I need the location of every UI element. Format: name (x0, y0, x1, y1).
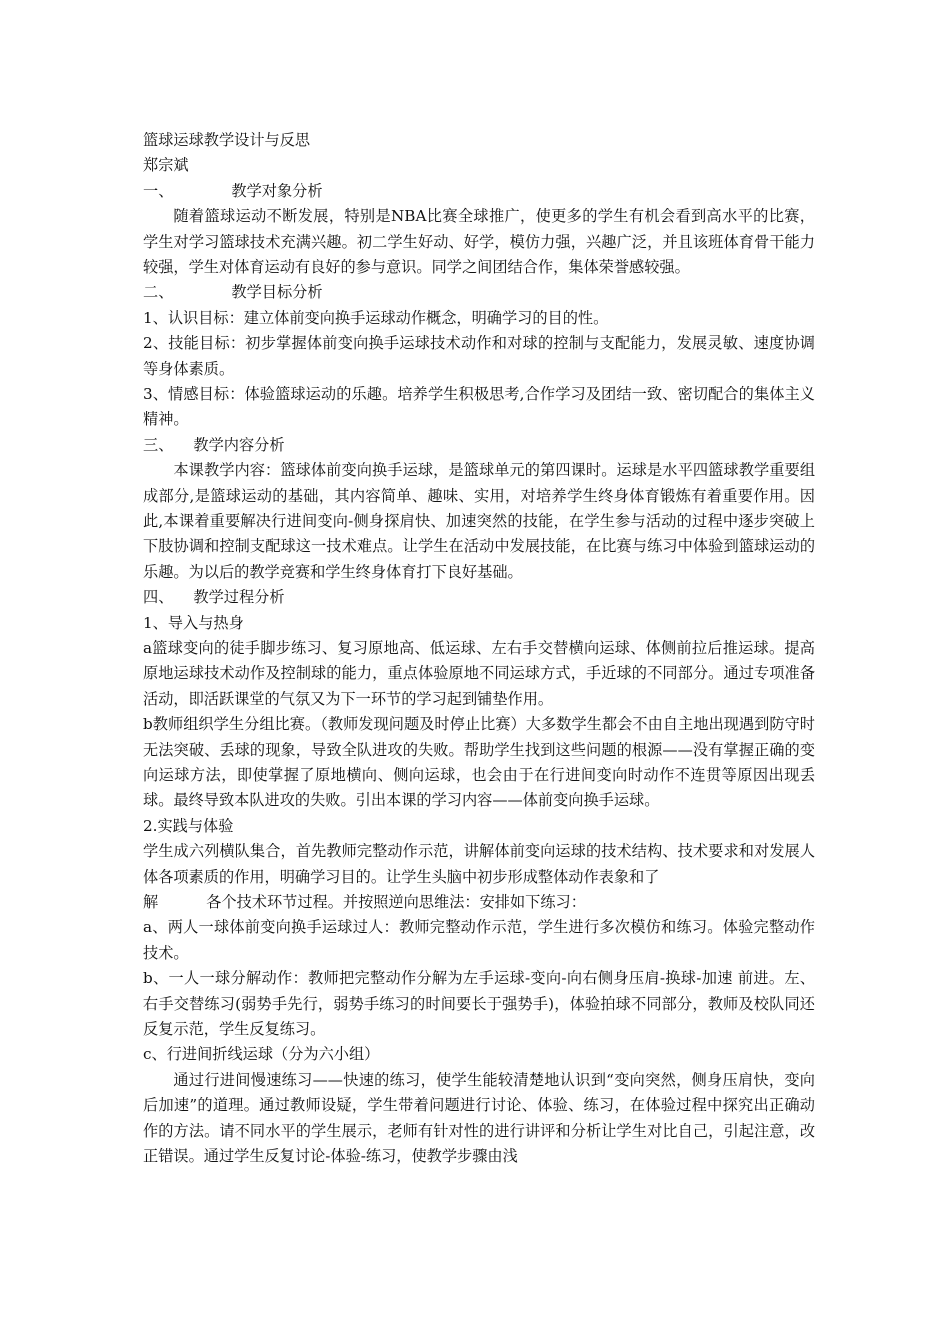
practice-item: c、行进间折线运球（分为六小组） (143, 1045, 380, 1064)
section-heading-4 (143, 585, 815, 610)
section-number: 四、 (143, 588, 174, 607)
goal-item: 1、认识目标：建立体前变向换手运球动作概念，明确学习的目的性。 (143, 308, 609, 327)
section-number: 一、 (143, 181, 174, 200)
document-author: 郑宗斌 (143, 156, 189, 175)
paragraph: a篮球变向的徒手脚步练习、复习原地高、低运球、左右手交替横向运球、体侧前拉后推运球。提高原地运球技术动作及控制球的能力，重点体验原地不同运球方式，手近球的不同部分。通过专项准备活动，即活跃课堂的气氛又为下一环节的学习起到铺垫作用。 (143, 639, 815, 708)
practice-item: a、两人一球体前变向换手运球过人：教师完整动作示范，学生进行多次模仿和练习。体验完整动作技术。 (143, 918, 815, 962)
paragraph: 通过行进间慢速练习——快速的练习，使学生能较清楚地认识到“变向突然，侧身压肩快，变向后加速”的道理。通过教师设疑，学生带着问题进行讨论、体验、练习，在体验过程中探究出正确动作的方法。请不同水平的学生展示，老师有针对性的进行讲评和分析让学生对比自己，引起注意，改正错误。通过学生反复讨论-体验-练习，使教学步骤由浅 (143, 1070, 815, 1166)
section-title: 教学过程分析 (193, 588, 285, 607)
paragraph: 本课教学内容：篮球体前变向换手运球，是篮球单元的第四课时。运球是水平四篮球教学重要组成部分,是篮球运动的基础，其内容简单、趣味、实用，对培养学生终身体育锻炼有着重要作用。因此,本课着重要解决行进间变向-侧身探肩快、加速突然的技能，在学生参与活动的过程中逐步突破上下肢协调和控制支配球这一技术难点。让学生在活动中发展技能，在比赛与练习中体验到篮球运动的乐趣。为以后的教学竞赛和学生终身体育打下良好基础。 (143, 461, 815, 581)
text-fragment: 各个技术环节过程。并按照逆向思维法：安排如下练习： (206, 893, 586, 912)
section-title: 教学对象分析 (231, 181, 323, 200)
practice-item: b、一人一球分解动作：教师把完整动作分解为左手运球-变向-向右侧身压肩-换球-加速 前进。左、右手交替练习(弱势手先行，弱势手练习的时间要长于强势手)，体验拍球不同部分，教师及校队同还反复示范，学生反复练习。 (143, 969, 815, 1039)
section-heading-3 (143, 433, 815, 458)
subheading: 1、导入与热身 (143, 613, 244, 632)
section-heading-1 (143, 179, 815, 204)
paragraph: 随着篮球运动不断发展，特别是NBA比赛全球推广，使更多的学生有机会看到高水平的比赛，学生对学习篮球技术充满兴趣。初二学生好动、好学，模仿力强，兴趣广泛，并且该班体育骨干能力较强，学生对体育运动有良好的参与意识。同学之间团结合作，集体荣誉感较强。 (143, 207, 815, 276)
document-title: 篮球运球教学设计与反思 (143, 131, 311, 149)
paragraph: 学生成六列横队集合，首先教师完整动作示范，讲解体前变向运球的技术结构、技术要求和对发展人体各项素质的作用，明确学习目的。让学生头脑中初步形成整体动作表象和了 (143, 842, 815, 886)
section-heading-2 (143, 280, 815, 305)
paragraph: b教师组织学生分组比赛。（教师发现问题及时停止比赛）大多数学生都会不由自主地出现遇到防守时无法突破、丢球的现象，导致全队进攻的失败。帮助学生找到这些问题的根源——没有掌握正确的变向运球方法，即使掌握了原地横向、侧向运球，也会由于在行进间变向时动作不连贯等原因出现丢球。最终导致本队进攻的失败。引出本课的学习内容——体前变向换手运球。 (143, 715, 815, 810)
document-page (143, 128, 815, 1170)
section-number: 三、 (143, 435, 174, 454)
goal-item: 3、情感目标：体验篮球运动的乐趣。培养学生积极思考,合作学习及团结一致、密切配合的集体主义精神。 (143, 385, 815, 429)
subheading: 2.实践与体验 (143, 816, 234, 835)
section-title: 教学内容分析 (193, 435, 285, 454)
paragraph-continuation (143, 890, 815, 915)
text-fragment: 解 (143, 893, 159, 912)
section-title: 教学目标分析 (231, 283, 323, 302)
section-number: 二、 (143, 283, 174, 302)
goal-item: 2、技能目标：初步掌握体前变向换手运球技术动作和对球的控制与支配能力，发展灵敏、速度协调等身体素质。 (143, 334, 815, 378)
